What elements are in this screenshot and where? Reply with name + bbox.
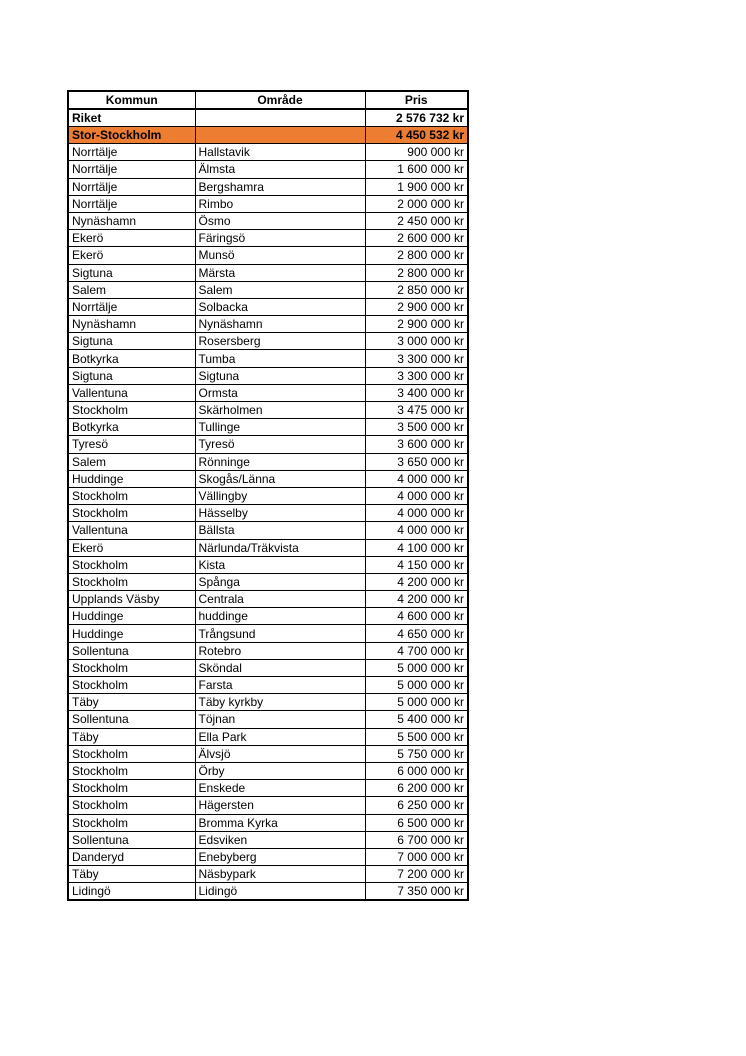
cell-omrade: Hägersten <box>195 797 365 814</box>
cell-pris: 5 000 000 kr <box>365 694 468 711</box>
cell-omrade: Närlunda/Träkvista <box>195 539 365 556</box>
header-omrade: Område <box>195 91 365 109</box>
cell-pris: 7 000 000 kr <box>365 848 468 865</box>
cell-omrade: Salem <box>195 281 365 298</box>
header-kommun: Kommun <box>68 91 195 109</box>
cell-omrade: Älvsjö <box>195 745 365 762</box>
cell-kommun: Täby <box>68 694 195 711</box>
table-row <box>68 161 468 178</box>
cell-pris: 2 900 000 kr <box>365 298 468 315</box>
table-row <box>68 436 468 453</box>
cell-pris: 6 000 000 kr <box>365 762 468 779</box>
cell-kommun: Nynäshamn <box>68 212 195 229</box>
cell-pris: 4 600 000 kr <box>365 608 468 625</box>
cell-kommun: Huddinge <box>68 625 195 642</box>
cell-pris: 3 300 000 kr <box>365 367 468 384</box>
cell-omrade: Trångsund <box>195 625 365 642</box>
cell-kommun: Stockholm <box>68 402 195 419</box>
table-row <box>68 470 468 487</box>
cell-omrade: Ella Park <box>195 728 365 745</box>
table-row <box>68 264 468 281</box>
cell-kommun: Stockholm <box>68 659 195 676</box>
cell-kommun: Salem <box>68 453 195 470</box>
cell-omrade: Skogås/Länna <box>195 470 365 487</box>
cell-kommun: Nynäshamn <box>68 316 195 333</box>
table-row <box>68 556 468 573</box>
cell-pris: 1 900 000 kr <box>365 178 468 195</box>
table-row <box>68 384 468 401</box>
summary-row-stor-stockholm <box>68 127 468 144</box>
cell-kommun: Stockholm <box>68 505 195 522</box>
cell-omrade: Enskede <box>195 780 365 797</box>
cell-omrade: Edsviken <box>195 831 365 848</box>
table-row <box>68 659 468 676</box>
cell-kommun: Stockholm <box>68 797 195 814</box>
cell-kommun: Norrtälje <box>68 298 195 315</box>
cell-pris: 5 400 000 kr <box>365 711 468 728</box>
cell-kommun: Stockholm <box>68 745 195 762</box>
cell-omrade: Märsta <box>195 264 365 281</box>
cell-pris: 3 475 000 kr <box>365 402 468 419</box>
cell-kommun: Huddinge <box>68 608 195 625</box>
cell-omrade: Nynäshamn <box>195 316 365 333</box>
table-row <box>68 797 468 814</box>
cell-omrade: Töjnan <box>195 711 365 728</box>
cell-kommun: Stockholm <box>68 677 195 694</box>
cell-pris: 4 000 000 kr <box>365 522 468 539</box>
table-row <box>68 694 468 711</box>
cell-kommun: Sigtuna <box>68 333 195 350</box>
table-row <box>68 625 468 642</box>
table-row <box>68 866 468 883</box>
cell-omrade: Sigtuna <box>195 367 365 384</box>
cell-omrade: Munsö <box>195 247 365 264</box>
cell-omrade: Solbacka <box>195 298 365 315</box>
cell-kommun: Stor-Stockholm <box>68 127 195 144</box>
cell-omrade: Rönninge <box>195 453 365 470</box>
table-row <box>68 762 468 779</box>
table-row <box>68 573 468 590</box>
table-row <box>68 230 468 247</box>
cell-pris: 7 200 000 kr <box>365 866 468 883</box>
cell-kommun: Norrtälje <box>68 144 195 161</box>
cell-pris: 4 200 000 kr <box>365 573 468 590</box>
cell-pris: 4 700 000 kr <box>365 642 468 659</box>
cell-pris: 3 000 000 kr <box>365 333 468 350</box>
cell-omrade: Örby <box>195 762 365 779</box>
cell-pris: 4 000 000 kr <box>365 470 468 487</box>
table-row <box>68 402 468 419</box>
table-row <box>68 144 468 161</box>
cell-pris: 2 450 000 kr <box>365 212 468 229</box>
table-row <box>68 677 468 694</box>
cell-kommun: Ekerö <box>68 247 195 264</box>
cell-kommun: Täby <box>68 866 195 883</box>
cell-pris: 3 650 000 kr <box>365 453 468 470</box>
table-row <box>68 745 468 762</box>
cell-kommun: Lidingö <box>68 883 195 901</box>
cell-pris: 4 450 532 kr <box>365 127 468 144</box>
table-row <box>68 367 468 384</box>
table-row <box>68 608 468 625</box>
cell-pris: 1 600 000 kr <box>365 161 468 178</box>
cell-omrade: Bergshamra <box>195 178 365 195</box>
cell-omrade: Älmsta <box>195 161 365 178</box>
cell-pris: 3 400 000 kr <box>365 384 468 401</box>
cell-omrade: Vällingby <box>195 487 365 504</box>
cell-pris: 2 000 000 kr <box>365 195 468 212</box>
cell-kommun: Sigtuna <box>68 367 195 384</box>
cell-kommun: Norrtälje <box>68 161 195 178</box>
cell-omrade: Rosersberg <box>195 333 365 350</box>
cell-pris: 2 576 732 kr <box>365 109 468 127</box>
table-row <box>68 298 468 315</box>
cell-pris: 4 000 000 kr <box>365 505 468 522</box>
summary-row-riket <box>68 109 468 127</box>
cell-pris: 4 000 000 kr <box>365 487 468 504</box>
cell-kommun: Ekerö <box>68 230 195 247</box>
table-row <box>68 419 468 436</box>
table-row <box>68 780 468 797</box>
cell-omrade: Färingsö <box>195 230 365 247</box>
cell-omrade: Bällsta <box>195 522 365 539</box>
header-row <box>68 91 468 109</box>
table-row <box>68 350 468 367</box>
table-row <box>68 883 468 901</box>
cell-kommun: Täby <box>68 728 195 745</box>
cell-pris: 4 650 000 kr <box>365 625 468 642</box>
table-row <box>68 591 468 608</box>
cell-omrade <box>195 109 365 127</box>
cell-kommun: Tyresö <box>68 436 195 453</box>
cell-pris: 3 500 000 kr <box>365 419 468 436</box>
table-row <box>68 831 468 848</box>
cell-kommun: Sollentuna <box>68 831 195 848</box>
table-row <box>68 848 468 865</box>
cell-omrade: Hässelby <box>195 505 365 522</box>
cell-pris: 6 250 000 kr <box>365 797 468 814</box>
table-row <box>68 711 468 728</box>
cell-pris: 6 200 000 kr <box>365 780 468 797</box>
cell-pris: 3 600 000 kr <box>365 436 468 453</box>
table-row <box>68 195 468 212</box>
cell-kommun: Stockholm <box>68 814 195 831</box>
cell-kommun: Vallentuna <box>68 384 195 401</box>
cell-pris: 5 000 000 kr <box>365 677 468 694</box>
cell-pris: 4 100 000 kr <box>365 539 468 556</box>
cell-omrade: Skärholmen <box>195 402 365 419</box>
table-row <box>68 642 468 659</box>
cell-pris: 4 200 000 kr <box>365 591 468 608</box>
cell-omrade: Hallstavik <box>195 144 365 161</box>
table-row <box>68 728 468 745</box>
table-row <box>68 247 468 264</box>
table-row <box>68 505 468 522</box>
cell-omrade: Kista <box>195 556 365 573</box>
spreadsheet-page <box>67 90 469 901</box>
cell-omrade: Tumba <box>195 350 365 367</box>
cell-kommun: Sollentuna <box>68 711 195 728</box>
table-row <box>68 453 468 470</box>
cell-kommun: Stockholm <box>68 487 195 504</box>
table-body <box>68 109 468 900</box>
cell-pris: 2 850 000 kr <box>365 281 468 298</box>
cell-omrade: Tullinge <box>195 419 365 436</box>
cell-pris: 7 350 000 kr <box>365 883 468 901</box>
cell-kommun: Stockholm <box>68 556 195 573</box>
cell-omrade: huddinge <box>195 608 365 625</box>
cell-pris: 2 800 000 kr <box>365 264 468 281</box>
cell-omrade: Rotebro <box>195 642 365 659</box>
cell-kommun: Vallentuna <box>68 522 195 539</box>
cell-kommun: Norrtälje <box>68 178 195 195</box>
cell-kommun: Stockholm <box>68 780 195 797</box>
cell-pris: 2 800 000 kr <box>365 247 468 264</box>
table-row <box>68 281 468 298</box>
header-pris: Pris <box>365 91 468 109</box>
cell-omrade: Farsta <box>195 677 365 694</box>
cell-pris: 5 500 000 kr <box>365 728 468 745</box>
cell-omrade: Tyresö <box>195 436 365 453</box>
cell-pris: 3 300 000 kr <box>365 350 468 367</box>
table-row <box>68 178 468 195</box>
cell-pris: 4 150 000 kr <box>365 556 468 573</box>
cell-omrade: Ösmo <box>195 212 365 229</box>
cell-omrade: Rimbo <box>195 195 365 212</box>
cell-kommun: Sigtuna <box>68 264 195 281</box>
cell-kommun: Danderyd <box>68 848 195 865</box>
price-table <box>67 90 469 901</box>
cell-pris: 6 700 000 kr <box>365 831 468 848</box>
table-row <box>68 522 468 539</box>
table-row <box>68 316 468 333</box>
cell-pris: 6 500 000 kr <box>365 814 468 831</box>
cell-omrade: Näsbypark <box>195 866 365 883</box>
cell-kommun: Upplands Väsby <box>68 591 195 608</box>
cell-omrade: Ormsta <box>195 384 365 401</box>
cell-kommun: Sollentuna <box>68 642 195 659</box>
cell-kommun: Botkyrka <box>68 350 195 367</box>
cell-kommun: Stockholm <box>68 762 195 779</box>
cell-kommun: Salem <box>68 281 195 298</box>
table-row <box>68 539 468 556</box>
cell-omrade: Centrala <box>195 591 365 608</box>
table-row <box>68 814 468 831</box>
table-row <box>68 487 468 504</box>
cell-omrade <box>195 127 365 144</box>
cell-pris: 2 900 000 kr <box>365 316 468 333</box>
cell-pris: 5 000 000 kr <box>365 659 468 676</box>
cell-kommun: Riket <box>68 109 195 127</box>
cell-kommun: Norrtälje <box>68 195 195 212</box>
cell-pris: 5 750 000 kr <box>365 745 468 762</box>
cell-omrade: Enebyberg <box>195 848 365 865</box>
cell-omrade: Lidingö <box>195 883 365 901</box>
cell-kommun: Stockholm <box>68 573 195 590</box>
table-row <box>68 212 468 229</box>
cell-pris: 2 600 000 kr <box>365 230 468 247</box>
table-row <box>68 333 468 350</box>
cell-omrade: Bromma Kyrka <box>195 814 365 831</box>
cell-kommun: Botkyrka <box>68 419 195 436</box>
cell-kommun: Ekerö <box>68 539 195 556</box>
cell-pris: 900 000 kr <box>365 144 468 161</box>
cell-kommun: Huddinge <box>68 470 195 487</box>
cell-omrade: Sköndal <box>195 659 365 676</box>
cell-omrade: Täby kyrkby <box>195 694 365 711</box>
cell-omrade: Spånga <box>195 573 365 590</box>
